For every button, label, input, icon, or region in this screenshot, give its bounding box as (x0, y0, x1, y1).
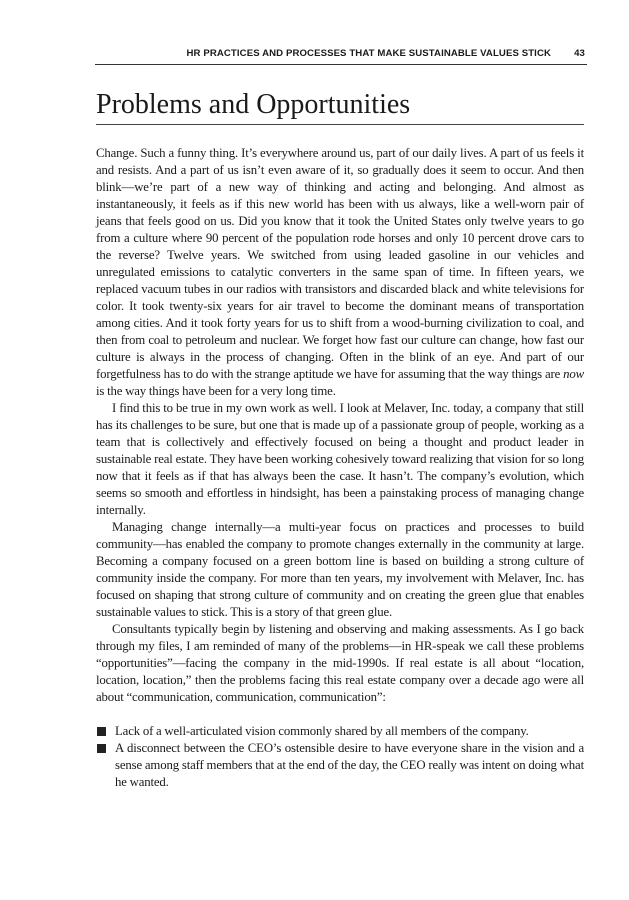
body-text (96, 145, 584, 791)
paragraph-2: I find this to be true in my own work as well. I look at Melaver, Inc. today, a company that still has its challenges to be sure, but one that is made up of a passionate group of people, working as a team that is collectively and effectively focused on being a thought and product leader in sustainable real estate. They have been working cohesively toward realizing that vision for so long now that it feels as if that has always been the case. It hasn’t. The company’s evolution, which seems so smooth and effortless in hindsight, has been a painstaking process of managing change internally. (96, 401, 584, 517)
list-item-text: Lack of a well-articulated vision commonly shared by all members of the company. (115, 724, 529, 738)
square-bullet-icon (97, 744, 106, 753)
running-head-title: HR PRACTICES AND PROCESSES THAT MAKE SUSTAINABLE VALUES STICK (186, 48, 551, 59)
list-item (96, 740, 584, 791)
paragraph-1-text: Change. Such a funny thing. It’s everywhere around us, part of our daily lives. A part of us feels it and resists. And a part of us isn’t even aware of it, so gradually does it seem to occur. And then blink—we’re part of a new way of thinking and acting and belonging. And almost as instantaneously, it feels as if this new world has been with us always, like a well-worn pair of jeans that feels good on us. Did you know that it took the United States only twelve years to go from a culture where 90 percent of the population rode horses and only 10 percent drove cars to the reverse? Twelve years. We switched from using leaded gasoline in our vehicles and unregulated emissions to catalytic converters in the same span of time. In fifteen years, we replaced vacuum tubes in our radios with transistors and discarded black and white televisions for color. It took twenty-six years for air travel to become the dominant means of transportation among cities. And it took forty years for us to shift from a wood-burning civilization to coal, and then from coal to petroleum and nuclear. We forget how fast our culture can change, how fast our culture is always in the process of changing. Often in the blink of an eye. And part of our forgetfulness has to do with the strange aptitude we have for assuming that the way things are (96, 146, 584, 381)
square-bullet-icon (97, 727, 106, 736)
bullet-list (96, 723, 584, 791)
paragraph-1 (96, 145, 584, 400)
paragraph-1-end: is the way things have been for a very long time. (96, 384, 336, 398)
list-item-text: A disconnect between the CEO’s ostensible desire to have everyone share in the vision and a sense among staff members that at the end of the day, the CEO really was intent on doing what he wanted. (115, 741, 584, 789)
emphasis-now: now (563, 367, 584, 381)
running-head (95, 46, 587, 65)
paragraph-4: Consultants typically begin by listening and observing and making assessments. As I go back through my files, I am reminded of many of the problems—in HR-speak we call these problems “opportunities”—facing the company in the mid-1990s. If real estate is all about “location, location, location,” then the problems facing this real estate company over a decade ago were all about “communication, communication, communication”: (96, 622, 584, 704)
list-item (96, 723, 584, 740)
page-number: 43 (574, 48, 585, 59)
section-heading: Problems and Opportunities (96, 89, 584, 125)
paragraph-3: Managing change internally—a multi-year focus on practices and processes to build community—has enabled the company to promote changes externally in the community at large. Becoming a company focused on a green bottom line is based on building a strong culture of community inside the company. For more than ten years, my involvement with Melaver, Inc. has focused on shaping that strong culture of community and on creating the green glue that enables sustainable values to stick. This is a story of that green glue. (96, 520, 584, 619)
